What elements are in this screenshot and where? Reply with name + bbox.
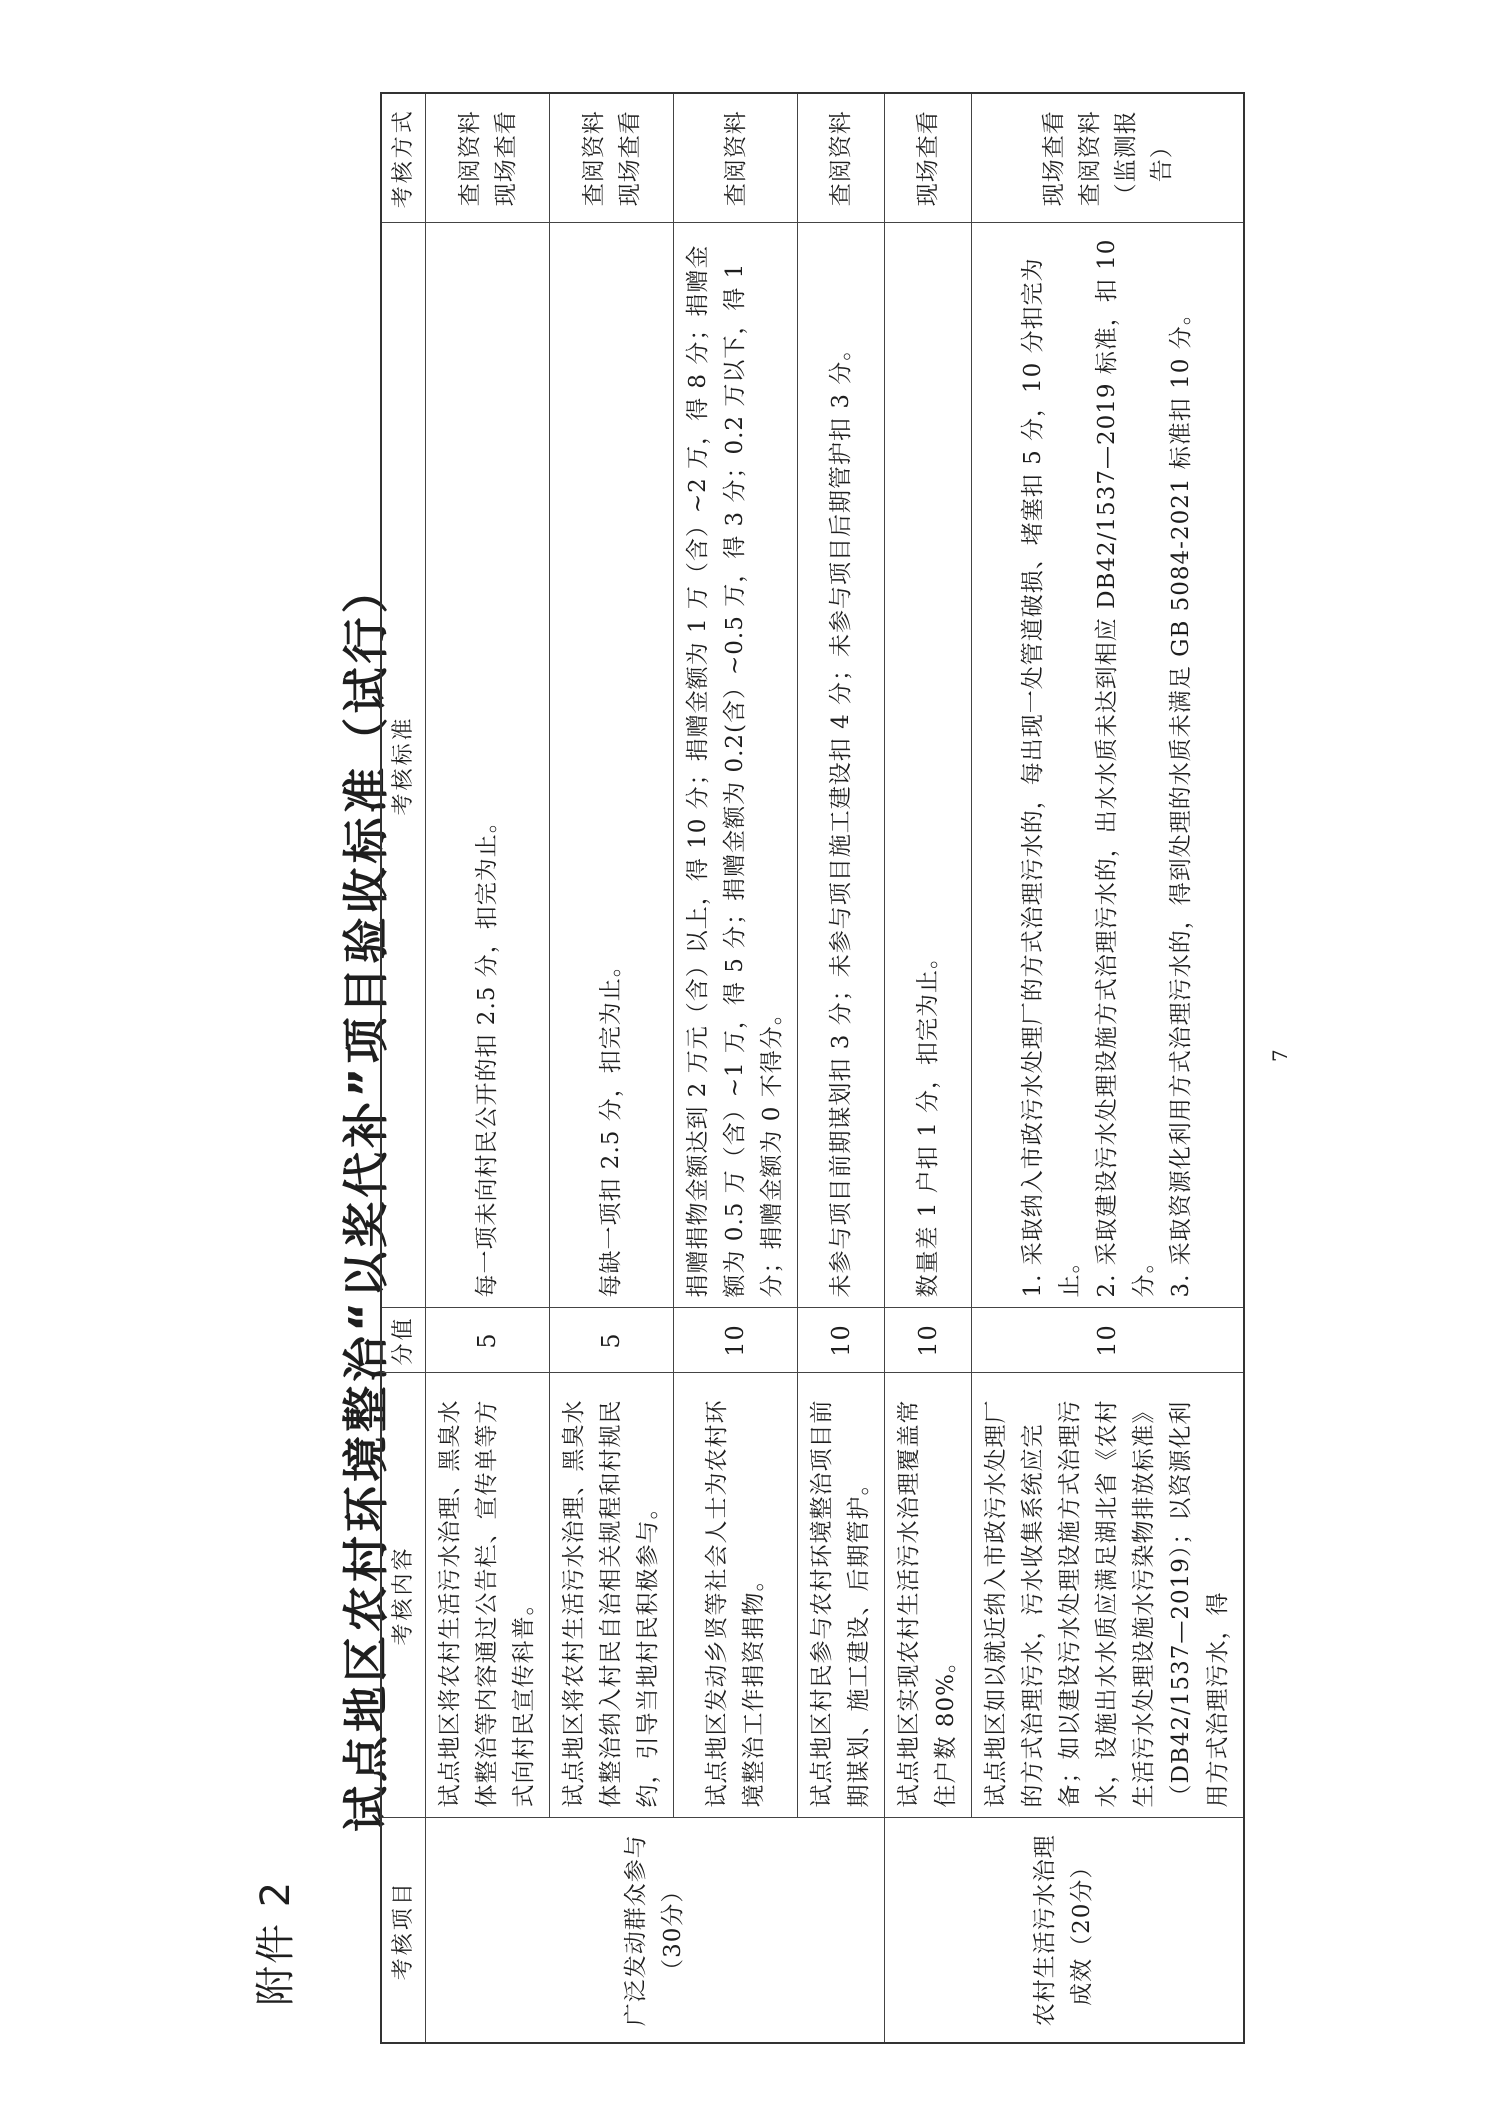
score-cell: 5: [426, 1308, 550, 1373]
table-header-row: [381, 93, 426, 2043]
score-cell: 10: [885, 1308, 972, 1373]
standard-cell: 每一项未向村民公开的扣 2.5 分，扣完为止。: [426, 223, 550, 1308]
content-cell: 试点地区实现农村生活污水治理覆盖常住户数 80%。: [885, 1373, 972, 1818]
content-cell: 试点地区村民参与农村环境整治项目前期谋划、施工建设、后期管护。: [798, 1373, 885, 1818]
method-cell: 查阅资料: [798, 93, 885, 223]
content-cell: 试点地区将农村生活污水治理、黑臭水体整治纳入村民自治相关规程和村规民约，引导当地村民积极参与。: [550, 1373, 674, 1818]
header-score: 分值: [381, 1308, 426, 1373]
content-cell: 试点地区发动乡贤等社会人士为农村环境整治工作捐资捐物。: [674, 1373, 798, 1818]
group-item-cell: 农村生活污水治理成效（20分）: [885, 1818, 1245, 2043]
header-content: 考核内容: [381, 1373, 426, 1818]
method-cell: 现场查看: [885, 93, 972, 223]
header-method: 考核方式: [381, 93, 426, 223]
content-cell: 试点地区如以就近纳入市政污水处理厂的方式治理污水，污水收集系统应完备；如以建设污水处理设施方式治理污水，设施出水水质应满足湖北省《农村生活污水处理设施水污染物排放标准》（DB42/1537—2019）；以资源化利用方式治理污水，得: [972, 1373, 1245, 1818]
standard-cell: 1. 采取纳入市政污水处理厂的方式治理污水的，每出现一处管道破损、堵塞扣 5 分，10 分扣完为止。 2. 采取建设污水处理设施方式治理污水的，出水水质未达到相应 DB42/1537—2019 标准，扣 10 分。 3. 采取资源化利用方式治理污水的，得到处理的水质未满足 GB 5084-2021 标准扣 10 分。: [972, 223, 1245, 1308]
method-cell: 现场查看 查阅资料（监测报告）: [972, 93, 1245, 223]
content-cell: 试点地区将农村生活污水治理、黑臭水体整治等内容通过公告栏、宣传单等方式向村民宣传科普。: [426, 1373, 550, 1818]
score-cell: 10: [798, 1308, 885, 1373]
page-title: 试点地区农村环境整治“以奖代补”项目验收标准（试行）: [339, 563, 393, 1832]
acceptance-standards-table: [380, 92, 1245, 2044]
standard-cell: 数量差 1 户扣 1 分，扣完为止。: [885, 223, 972, 1308]
score-cell: 10: [972, 1308, 1245, 1373]
page-number: 7: [1268, 1049, 1292, 1062]
score-cell: 10: [674, 1308, 798, 1373]
table-row: [550, 93, 674, 2043]
standard-cell: 每缺一项扣 2.5 分，扣完为止。: [550, 223, 674, 1308]
standard-cell: 捐赠捐物金额达到 2 万元（含）以上，得 10 分；捐赠金额为 1 万（含）~2 万，得 8 分；捐赠金额为 0.5 万（含）~1 万，得 5 分；捐赠金额为 0.2(含）~0.5 万，得 3 分；0.2 万以下，得 1 分；捐赠金额为 0 不得分。: [674, 223, 798, 1308]
attachment-label: 附件 2: [253, 1879, 299, 2006]
table-row: [885, 93, 972, 2043]
method-cell: 查阅资料: [674, 93, 798, 223]
score-cell: 5: [550, 1308, 674, 1373]
table-row: [426, 93, 550, 2043]
header-standard: 考核标准: [381, 223, 426, 1308]
header-item: 考核项目: [381, 1818, 426, 2043]
method-cell: 查阅资料 现场查看: [426, 93, 550, 223]
standard-cell: 未参与项目前期谋划扣 3 分；未参与项目施工建设扣 4 分；未参与项目后期管护扣 3 分。: [798, 223, 885, 1308]
method-cell: 查阅资料 现场查看: [550, 93, 674, 223]
table-row: [972, 93, 1245, 2043]
table-row: [674, 93, 798, 2043]
group-item-cell: 广泛发动群众参与（30分）: [426, 1818, 885, 2043]
table-row: [798, 93, 885, 2043]
